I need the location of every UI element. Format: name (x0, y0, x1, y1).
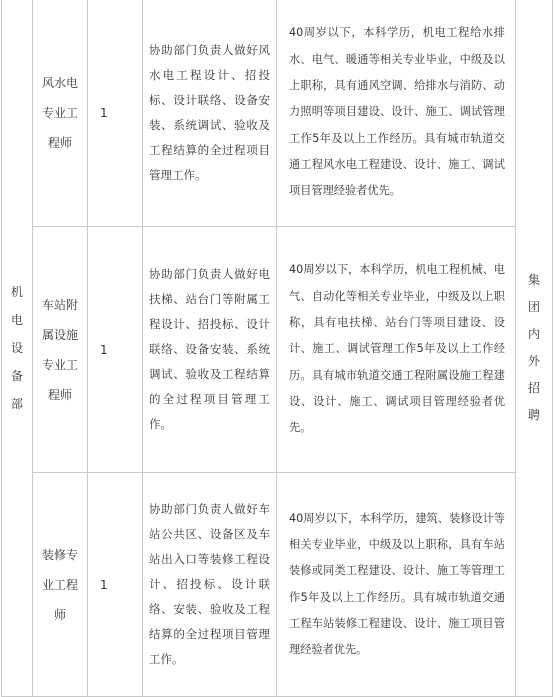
headcount-cell: 1 (88, 0, 143, 227)
table-row (2, 473, 553, 697)
position-title: 装修专业工程师 (41, 547, 78, 622)
table-row (2, 227, 553, 473)
position-title-cell (33, 0, 88, 227)
recruit-method-cell (516, 0, 553, 697)
requirements-cell: 40周岁以下，本科学历，建筑、装修设计等相关专业毕业，中级及以上职称，具有车站装修或同类工程建设、设计、施工等管理工作5年及以上工作经历。具有城市轨道交通工程车站装修工程建设、设计、施工项目管理经验者优先。 (277, 473, 516, 697)
recruit-method-label: 集团内外招聘 (527, 272, 540, 422)
position-title: 风水电专业工程师 (41, 75, 78, 150)
requirements-cell: 40周岁以下，本科学历，机电工程机械、电气、自动化等相关专业毕业，中级及以上职称，具有电扶梯、站台门等项目建设、设计、施工、调试管理工作5年及以上工作经历。具有城市轨道交通工程附属设施工程建设、设计、施工、调试项目管理经验者优先。 (277, 227, 516, 473)
position-title-cell (33, 227, 88, 473)
duty-cell: 协助部门负责人做好车站公共区、设备区及车站出入口等装修工程设计、招投标、设计联络、安装、验收及工程结算的全过程项目管理工作。 (143, 473, 277, 697)
headcount-cell: 1 (88, 473, 143, 697)
table-row (2, 0, 553, 227)
duty-cell: 协助部门负责人做好风水电工程设计、招投标、设计联络、设备安装、系统调试、验收及工程结算的全过程项目管理工作。 (143, 0, 277, 227)
headcount-cell: 1 (88, 227, 143, 473)
position-title-cell (33, 473, 88, 697)
department-label: 机电设备部 (10, 284, 23, 411)
department-cell (2, 0, 33, 697)
position-title: 车站附属设施专业工程师 (41, 297, 78, 402)
duty-cell: 协助部门负责人做好电扶梯、站台门等附属工程设计、招投标、设计联络、设备安装、系统调试、验收及工程结算的全过程项目管理工作。 (143, 227, 277, 473)
recruitment-table (1, 0, 553, 697)
requirements-cell: 40周岁以下，本科学历，机电工程给水排水、电气、暖通等相关专业毕业，中级及以上职称，具有通风空调、给排水与消防、动力照明等项目建设、设计、施工、调试管理工作5年及以上工作经历。具有城市轨道交通工程风水电工程建设、设计、施工、调试项目管理经验者优先。 (277, 0, 516, 227)
